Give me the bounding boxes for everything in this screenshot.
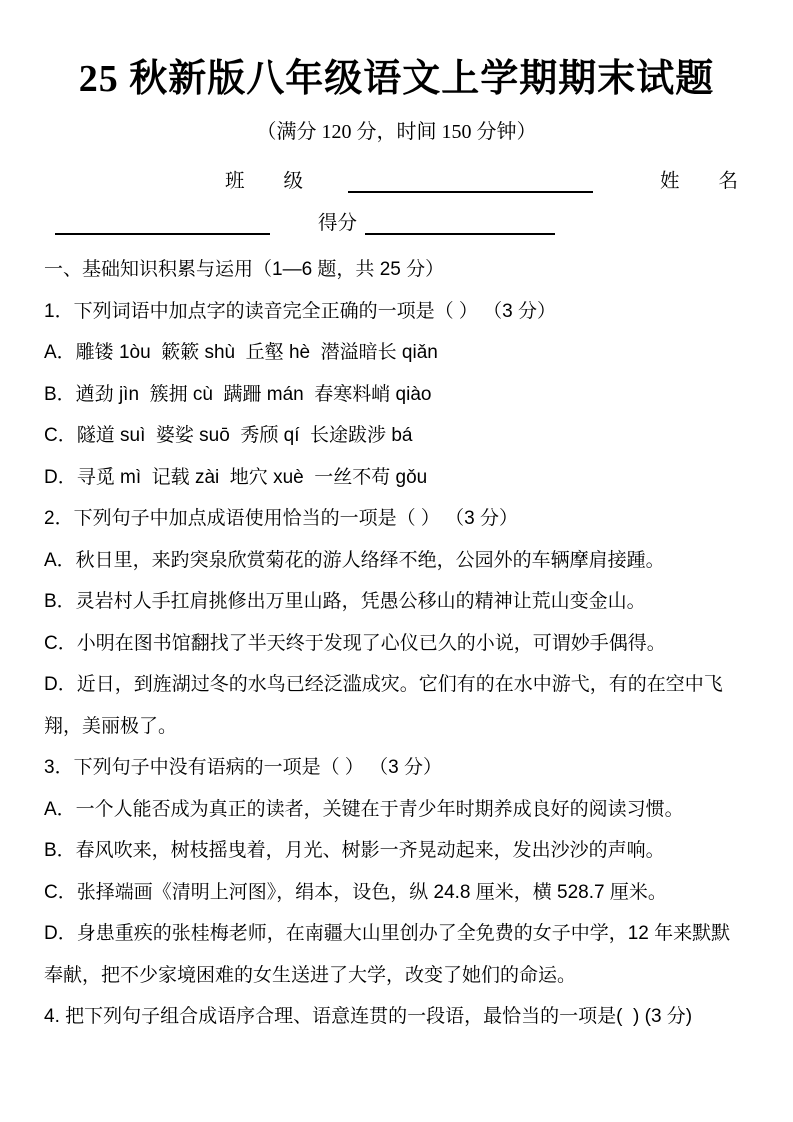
- class-blank-line: [348, 167, 593, 193]
- question-2-stem: 2．下列句子中加点成语使用恰当的一项是（ ） （3 分）: [44, 508, 518, 529]
- question-2-option-b: B．灵岩村人手扛肩挑修出万里山路，凭愚公移山的精神让荒山变金山。: [44, 591, 646, 612]
- exam-subtitle: （满分 120 分，时间 150 分钟）: [256, 121, 537, 143]
- name-label: 姓 名: [659, 171, 738, 192]
- question-4-stem: 4. 把下列句子组合成语序合理、语意连贯的一段语，最恰当的一项是( ) (3 分): [44, 1006, 693, 1027]
- question-3-option-c: C．张择端画《清明上河图》，绢本，设色，纵 24.8 厘米，横 528.7 厘米。: [44, 881, 667, 903]
- exam-title: 25 秋新版八年级语文上学期期末试题: [78, 58, 715, 100]
- score-row: [0, 209, 793, 235]
- question-3-stem: 3．下列句子中没有语病的一项是（ ） （3 分）: [44, 757, 442, 778]
- section-heading: 一、基础知识积累与运用（1—6 题，共 25 分）: [44, 259, 445, 280]
- question-2-option-d: D．近日，到旌湖过冬的水鸟已经泛滥成灾。它们有的在水中游弋，有的在空中飞翔，美丽极了。: [44, 674, 723, 737]
- question-2-option-a: A．秋日里，来趵突泉欣赏菊花的游人络绎不绝，公园外的车辆摩肩接踵。: [44, 549, 665, 571]
- question-1-option-a: A．雕镂 1òu 簌簌 shù 丘壑 hè 潜溢暗长 qiǎn: [44, 342, 438, 363]
- score-blank-line: [365, 209, 555, 235]
- question-1-option-b: B．遒劲 jìn 簇拥 cù 蹒跚 mán 春寒料峭 qiào: [44, 383, 432, 405]
- question-3-option-a: A．一个人能否成为真正的读者，关键在于青少年时期养成良好的阅读习惯。: [44, 798, 684, 820]
- question-3-option-b: B．春风吹来，树枝摇曳着，月光、树影一齐晃动起来，发出沙沙的声响。: [44, 840, 665, 861]
- question-1-stem: 1．下列词语中加点字的读音完全正确的一项是（ ） （3 分）: [44, 300, 556, 322]
- question-1-option-d: D．寻觅 mì 记载 zài 地穴 xuè 一丝不苟 gǒu: [44, 466, 428, 488]
- question-2-option-c: C．小明在图书馆翻找了半天终于发现了心仪已久的小说，可谓妙手偶得。: [44, 632, 666, 654]
- question-1-option-c: C．隧道 suì 婆娑 suō 秀颀 qí 长途跋涉 bá: [44, 425, 413, 446]
- student-info-row: [0, 167, 738, 193]
- score-label: 得分: [318, 213, 358, 234]
- exam-body: [0, 249, 793, 1038]
- question-3-option-d: D．身患重疾的张桂梅老师，在南疆大山里创办了全免费的女子中学，12 年来默默奉献，把不少家境困难的女生送进了大学，改变了她们的命运。: [44, 923, 731, 986]
- class-label: 班 级: [225, 171, 304, 192]
- name-blank-line: [55, 209, 270, 235]
